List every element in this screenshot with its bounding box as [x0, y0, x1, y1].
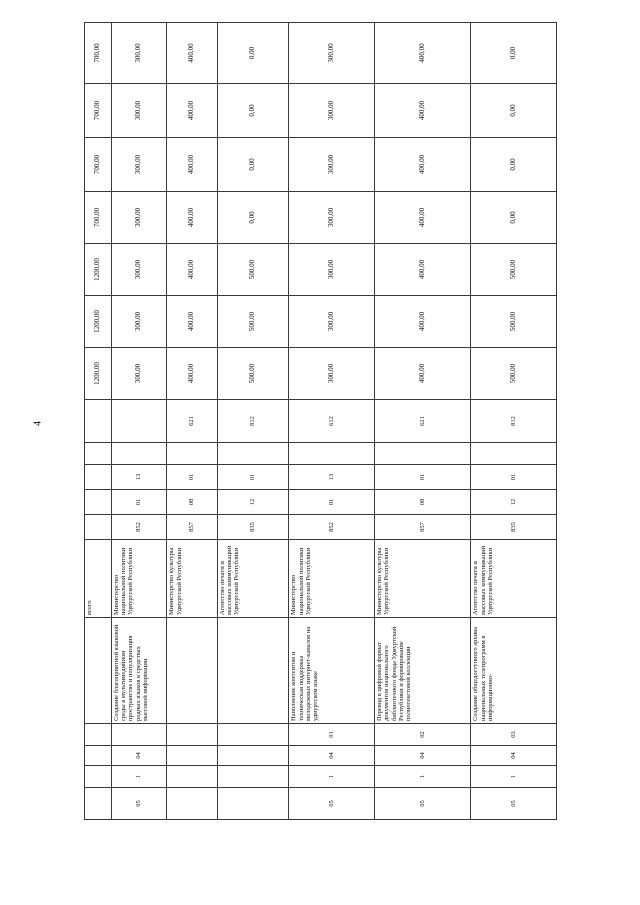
- table-cell: 300,00: [289, 84, 375, 138]
- table-cell: Агентство печати и массовых коммуникаций Удмуртской Республики: [217, 540, 289, 618]
- table-cell: 0,00: [217, 138, 289, 192]
- table-cell: [111, 400, 167, 443]
- table-cell: 12: [217, 490, 289, 515]
- table-cell: [217, 724, 289, 746]
- table-cell: [167, 788, 217, 820]
- table-cell: 05: [375, 788, 471, 820]
- table-row: [289, 23, 375, 820]
- table-cell: 04: [289, 746, 375, 766]
- table-cell: Перевод в цифровой формат документов национального библиотечного фонда Удмуртской Республики и формирование полнотекстовой коллекции: [375, 618, 471, 724]
- table-cell: всего: [85, 540, 112, 618]
- table-row: [167, 23, 217, 820]
- table-cell: 1: [375, 766, 471, 788]
- table-cell: [85, 618, 112, 724]
- table-cell: 857: [375, 515, 471, 540]
- table-cell: [85, 400, 112, 443]
- table-cell: 300,00: [111, 192, 167, 244]
- table-cell: 04: [111, 746, 167, 766]
- table-cell: 700,00: [85, 138, 112, 192]
- table-cell: 0,00: [471, 84, 557, 138]
- table-cell: 400,00: [167, 296, 217, 348]
- table-cell: 0,00: [471, 138, 557, 192]
- table-cell: 812: [217, 400, 289, 443]
- table-cell: 400,00: [167, 23, 217, 84]
- table-cell: 400,00: [375, 84, 471, 138]
- table-cell: [217, 443, 289, 465]
- table-cell: 400,00: [167, 348, 217, 400]
- table-cell: 857: [167, 515, 217, 540]
- table-row: [375, 23, 471, 820]
- table-cell: [167, 746, 217, 766]
- table-cell: 05: [471, 788, 557, 820]
- table-cell: 300,00: [289, 192, 375, 244]
- table-row: [471, 23, 557, 820]
- table-row: [85, 23, 112, 820]
- table-cell: 300,00: [289, 296, 375, 348]
- table-cell: 812: [471, 400, 557, 443]
- table-cell: [217, 618, 289, 724]
- table-cell: Министерство национальной политики Удмуртской Республики: [289, 540, 375, 618]
- table-cell: Наполнение контентом и техническая поддержка молодежных интернет-каналов на удмуртском языке: [289, 618, 375, 724]
- table-cell: [111, 724, 167, 746]
- table-cell: 300,00: [111, 84, 167, 138]
- table-cell: Министерство национальной политики Удмуртской Республики: [111, 540, 167, 618]
- table-cell: [167, 766, 217, 788]
- table-cell: 400,00: [375, 244, 471, 296]
- table-cell: 852: [111, 515, 167, 540]
- table-cell: 0,00: [217, 84, 289, 138]
- table-cell: [217, 746, 289, 766]
- table-cell: [85, 766, 112, 788]
- table-cell: 04: [471, 746, 557, 766]
- table-cell: [375, 443, 471, 465]
- table-cell: 400,00: [375, 192, 471, 244]
- table-cell: 300,00: [289, 244, 375, 296]
- table-cell: [85, 724, 112, 746]
- table-cell: 500,00: [471, 348, 557, 400]
- table-cell: Министерство культуры Удмуртской Республики: [375, 540, 471, 618]
- table-cell: 01: [289, 724, 375, 746]
- table-cell: 01: [375, 465, 471, 490]
- table-cell: 400,00: [167, 192, 217, 244]
- table-cell: 1200,00: [85, 244, 112, 296]
- budget-table: [84, 22, 557, 820]
- table-cell: 300,00: [289, 23, 375, 84]
- table-cell: Создание благоприятной языковой среды в мультимедийном пространстве и популяризация родных языков в средствах массовой информации: [111, 618, 167, 724]
- table-cell: 13: [111, 465, 167, 490]
- table-cell: [167, 443, 217, 465]
- table-cell: 621: [375, 400, 471, 443]
- table-cell: [85, 515, 112, 540]
- table-cell: [217, 788, 289, 820]
- table-cell: 12: [471, 490, 557, 515]
- table-cell: [85, 443, 112, 465]
- table-cell: 0,00: [217, 23, 289, 84]
- table-cell: [289, 443, 375, 465]
- table-cell: 1200,00: [85, 296, 112, 348]
- table-cell: 621: [167, 400, 217, 443]
- table-cell: 0,00: [471, 23, 557, 84]
- table-cell: 0,00: [471, 192, 557, 244]
- table-row: [111, 23, 167, 820]
- table-cell: Агентство печати и массовых коммуникаций Удмуртской Республики: [471, 540, 557, 618]
- table-cell: 08: [167, 490, 217, 515]
- table-cell: 1: [289, 766, 375, 788]
- table-cell: 835: [471, 515, 557, 540]
- table-cell: 500,00: [471, 296, 557, 348]
- table-cell: 08: [375, 490, 471, 515]
- table-cell: 01: [289, 490, 375, 515]
- table-cell: 500,00: [471, 244, 557, 296]
- rotated-table-area: [84, 23, 557, 820]
- table-cell: 400,00: [375, 23, 471, 84]
- table-cell: [85, 746, 112, 766]
- table-cell: [471, 443, 557, 465]
- table-cell: Министерство культуры Удмуртской Республики: [167, 540, 217, 618]
- table-cell: 300,00: [111, 296, 167, 348]
- table-cell: 05: [289, 788, 375, 820]
- table-cell: [111, 443, 167, 465]
- table-cell: 300,00: [111, 348, 167, 400]
- table-cell: 03: [471, 724, 557, 746]
- table-body: [85, 23, 557, 820]
- table-cell: 300,00: [111, 244, 167, 296]
- table-cell: 700,00: [85, 192, 112, 244]
- table-cell: 400,00: [375, 348, 471, 400]
- table-cell: [167, 724, 217, 746]
- table-cell: [85, 465, 112, 490]
- table-row: [217, 23, 289, 820]
- table-cell: 01: [471, 465, 557, 490]
- table-cell: 500,00: [217, 244, 289, 296]
- table-cell: 300,00: [111, 23, 167, 84]
- table-cell: 835: [217, 515, 289, 540]
- table-cell: 400,00: [167, 138, 217, 192]
- table-cell: 13: [289, 465, 375, 490]
- table-cell: [85, 788, 112, 820]
- table-cell: 500,00: [217, 296, 289, 348]
- table-cell: 400,00: [167, 84, 217, 138]
- table-cell: 400,00: [375, 296, 471, 348]
- table-cell: 700,00: [85, 23, 112, 84]
- table-cell: 04: [375, 746, 471, 766]
- table-cell: 1: [471, 766, 557, 788]
- table-cell: 852: [289, 515, 375, 540]
- table-cell: [85, 490, 112, 515]
- table-cell: 1200,00: [85, 348, 112, 400]
- table-cell: Создание общедоступного архива национальных телепрограмм в информационно-: [471, 618, 557, 724]
- table-cell: 400,00: [167, 244, 217, 296]
- table-cell: 01: [167, 465, 217, 490]
- table-cell: 01: [111, 490, 167, 515]
- table-cell: 05: [111, 788, 167, 820]
- table-cell: [217, 766, 289, 788]
- table-cell: 612: [289, 400, 375, 443]
- table-cell: 0,00: [217, 192, 289, 244]
- table-cell: 300,00: [111, 138, 167, 192]
- table-cell: 300,00: [289, 138, 375, 192]
- page-number: 4: [32, 421, 44, 426]
- table-cell: 300,00: [289, 348, 375, 400]
- table-cell: 700,00: [85, 84, 112, 138]
- table-cell: 01: [217, 465, 289, 490]
- table-cell: 400,00: [375, 138, 471, 192]
- table-cell: [167, 618, 217, 724]
- table-cell: 1: [111, 766, 167, 788]
- table-cell: 02: [375, 724, 471, 746]
- table-cell: 500,00: [217, 348, 289, 400]
